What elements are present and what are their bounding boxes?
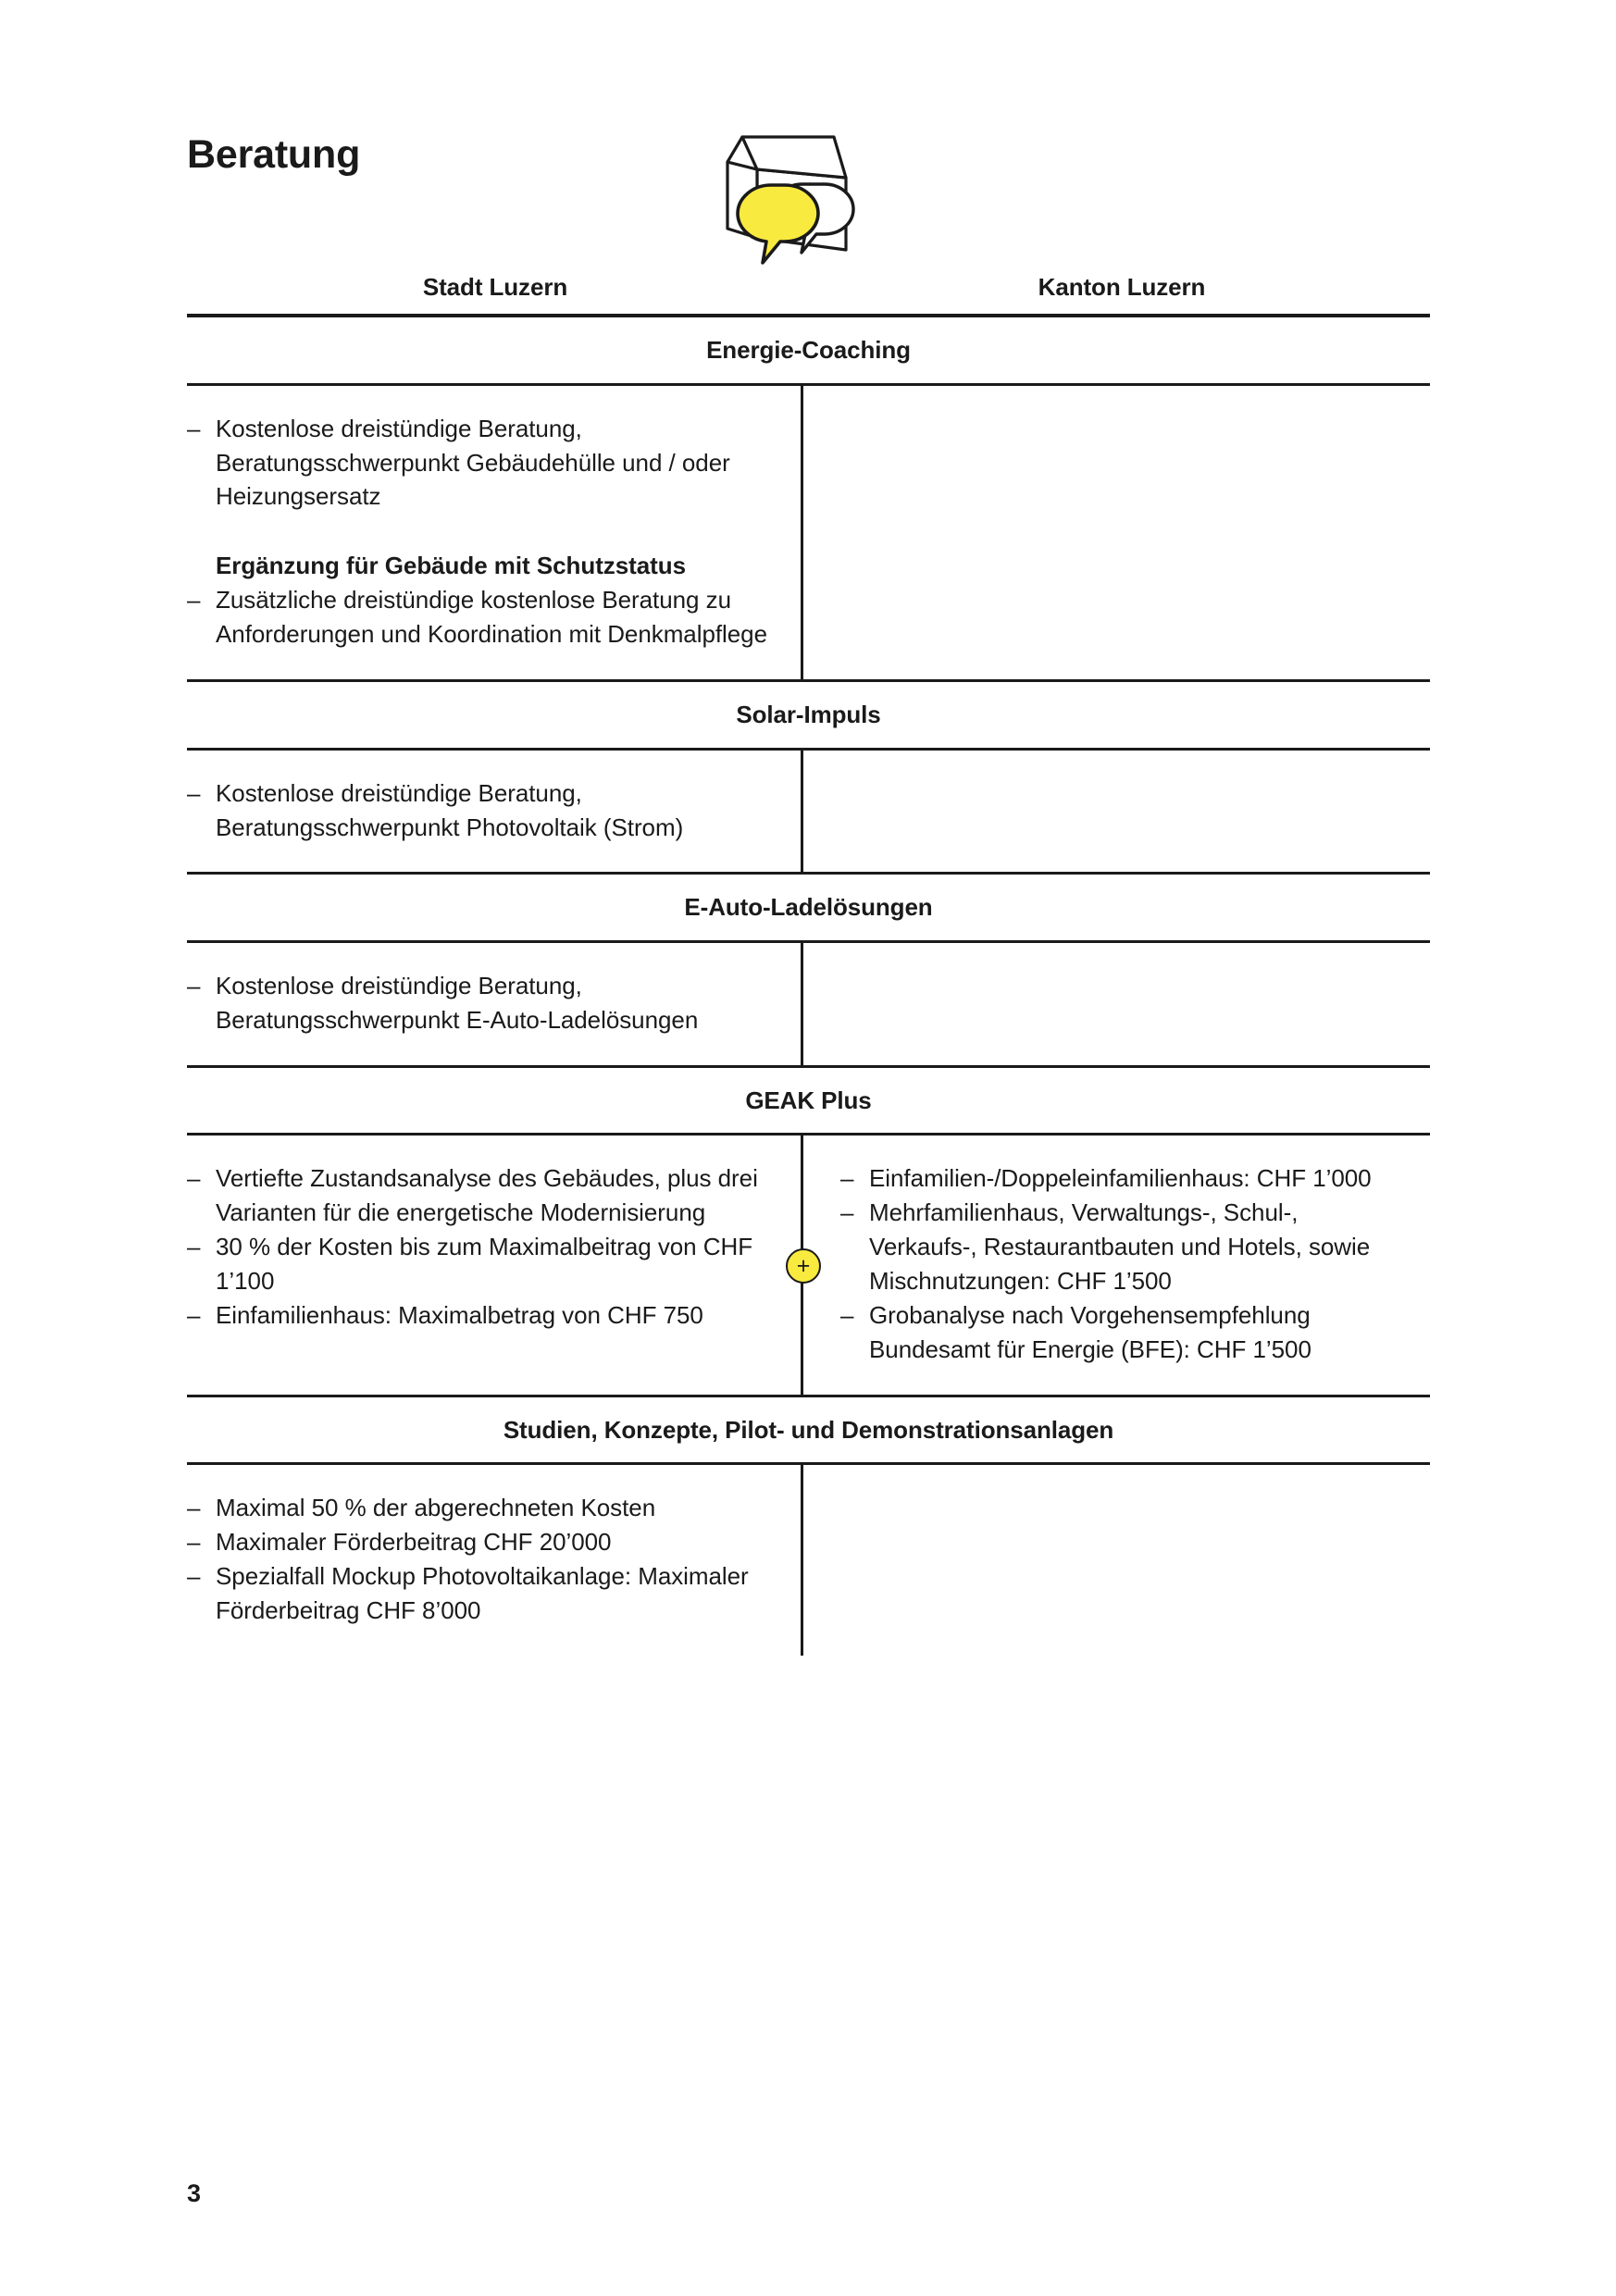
list-item: [840, 1298, 1406, 1367]
list-subheading-text: Ergänzung für Gebäude mit Schutzstatus: [216, 552, 687, 580]
cell-kanton-luzern: [803, 1465, 1430, 1656]
list-item: [840, 1196, 1406, 1298]
table-row: [187, 1136, 1430, 1394]
bullet-list: [840, 1161, 1406, 1366]
section-title-studien-konzepte: Studien, Konzepte, Pilot- und Demonstrationsanlagen: [503, 1415, 1114, 1444]
bullet-list: [187, 1491, 777, 1628]
list-item: [187, 1559, 777, 1628]
list-item-text: Zusätzliche dreistündige kostenlose Beratung zu Anforderungen und Koordination mit Denkmalpflege: [216, 586, 767, 649]
cell-stadt-luzern: [187, 1136, 803, 1394]
cell-kanton-luzern: [803, 943, 1430, 1065]
bullet-dash: –: [840, 1198, 854, 1227]
page-number: 3: [187, 2179, 202, 2207]
list-item-text: 30 % der Kosten bis zum Maximalbeitrag von CHF 1’100: [216, 1233, 753, 1296]
bullet-dash: –: [840, 1164, 854, 1193]
cell-stadt-luzern: [187, 943, 803, 1065]
section-title-energie-coaching: Energie-Coaching: [706, 336, 911, 364]
list-item-text: Maximal 50 % der abgerechneten Kosten: [216, 1494, 656, 1522]
cell-stadt-luzern: [187, 751, 803, 873]
list-item-text: Vertiefte Zustandsanalyse des Gebäudes, plus drei Varianten für die energetische Modernisierung: [216, 1164, 758, 1227]
bullet-list: [187, 412, 777, 652]
section-title-solar-impuls: Solar-Impuls: [736, 701, 881, 729]
section-title-geak-plus: GEAK Plus: [745, 1086, 872, 1114]
bullet-dash: –: [187, 1494, 201, 1522]
list-item: [187, 583, 777, 652]
bullet-dash: –: [187, 1301, 201, 1330]
cell-kanton-luzern: [803, 751, 1430, 873]
cell-kanton-luzern: [803, 386, 1430, 679]
bullet-dash: –: [187, 586, 201, 614]
list-item-text: Grobanalyse nach Vorgehensempfehlung Bundesamt für Energie (BFE): CHF 1’500: [869, 1301, 1311, 1363]
bullet-list: [187, 1161, 777, 1333]
table-column-headers: [187, 273, 1430, 314]
cell-stadt-luzern: [187, 386, 803, 679]
bullet-dash: –: [187, 414, 201, 442]
bullet-list: [187, 969, 777, 1037]
bullet-dash: –: [187, 1528, 201, 1557]
bullet-dash: –: [840, 1301, 854, 1330]
column-header-stadt-luzern: Stadt Luzern: [422, 273, 568, 301]
list-item-text: Kostenlose dreistündige Beratung, Beratungsschwerpunkt E-Auto-Ladelösungen: [216, 972, 699, 1034]
list-item: [187, 1298, 777, 1333]
cell-stadt-luzern: [187, 1465, 803, 1656]
list-subheading: [187, 549, 777, 583]
list-item: [187, 1230, 777, 1298]
list-item-text: Einfamilien-/Doppeleinfamilienhaus: CHF 1’000: [869, 1164, 1372, 1193]
list-item: [187, 1161, 777, 1230]
plus-badge-icon: +: [786, 1248, 821, 1284]
table-row: [187, 386, 1430, 679]
list-item: [187, 412, 777, 515]
list-item: [840, 1161, 1406, 1196]
list-item: [187, 1525, 777, 1559]
list-item: [187, 776, 777, 845]
table-row: [187, 943, 1430, 1065]
bullet-dash: –: [187, 1562, 201, 1591]
bullet-list: [187, 776, 777, 845]
section-title-e-auto-ladeloesungen: E-Auto-Ladelösungen: [684, 893, 933, 922]
list-item-text: Spezialfall Mockup Photovoltaikanlage: Maximaler Förderbeitrag CHF 8’000: [216, 1562, 749, 1625]
page-title: Beratung: [187, 132, 361, 177]
house-speech-bubbles-icon: [705, 120, 890, 282]
list-item-text: Einfamilienhaus: Maximalbetrag von CHF 750: [216, 1301, 703, 1330]
list-item-text: Kostenlose dreistündige Beratung, Beratungsschwerpunkt Photovoltaik (Strom): [216, 778, 684, 841]
list-item-text: Kostenlose dreistündige Beratung, Beratungsschwerpunkt Gebäudehülle und / oder Heizungsersatz: [216, 414, 730, 511]
subsidy-comparison-table: [187, 273, 1430, 1656]
bullet-dash: –: [187, 1233, 201, 1261]
table-row: [187, 751, 1430, 873]
list-item-text: Mehrfamilienhaus, Verwaltungs-, Schul-, Verkaufs-, Restaurantbauten und Hotels, sowie Mischnutzungen: CHF 1’500: [869, 1198, 1371, 1296]
bullet-dash: –: [187, 972, 201, 1000]
list-item-text: Maximaler Förderbeitrag CHF 20’000: [216, 1528, 612, 1557]
cell-kanton-luzern: [803, 1136, 1430, 1394]
list-item: [187, 969, 777, 1037]
list-item: [187, 1491, 777, 1525]
table-row: [187, 1465, 1430, 1656]
bullet-dash: –: [187, 1164, 201, 1193]
column-header-kanton-luzern: Kanton Luzern: [1038, 273, 1206, 301]
bullet-dash: –: [187, 778, 201, 807]
page-header: [187, 120, 1430, 241]
